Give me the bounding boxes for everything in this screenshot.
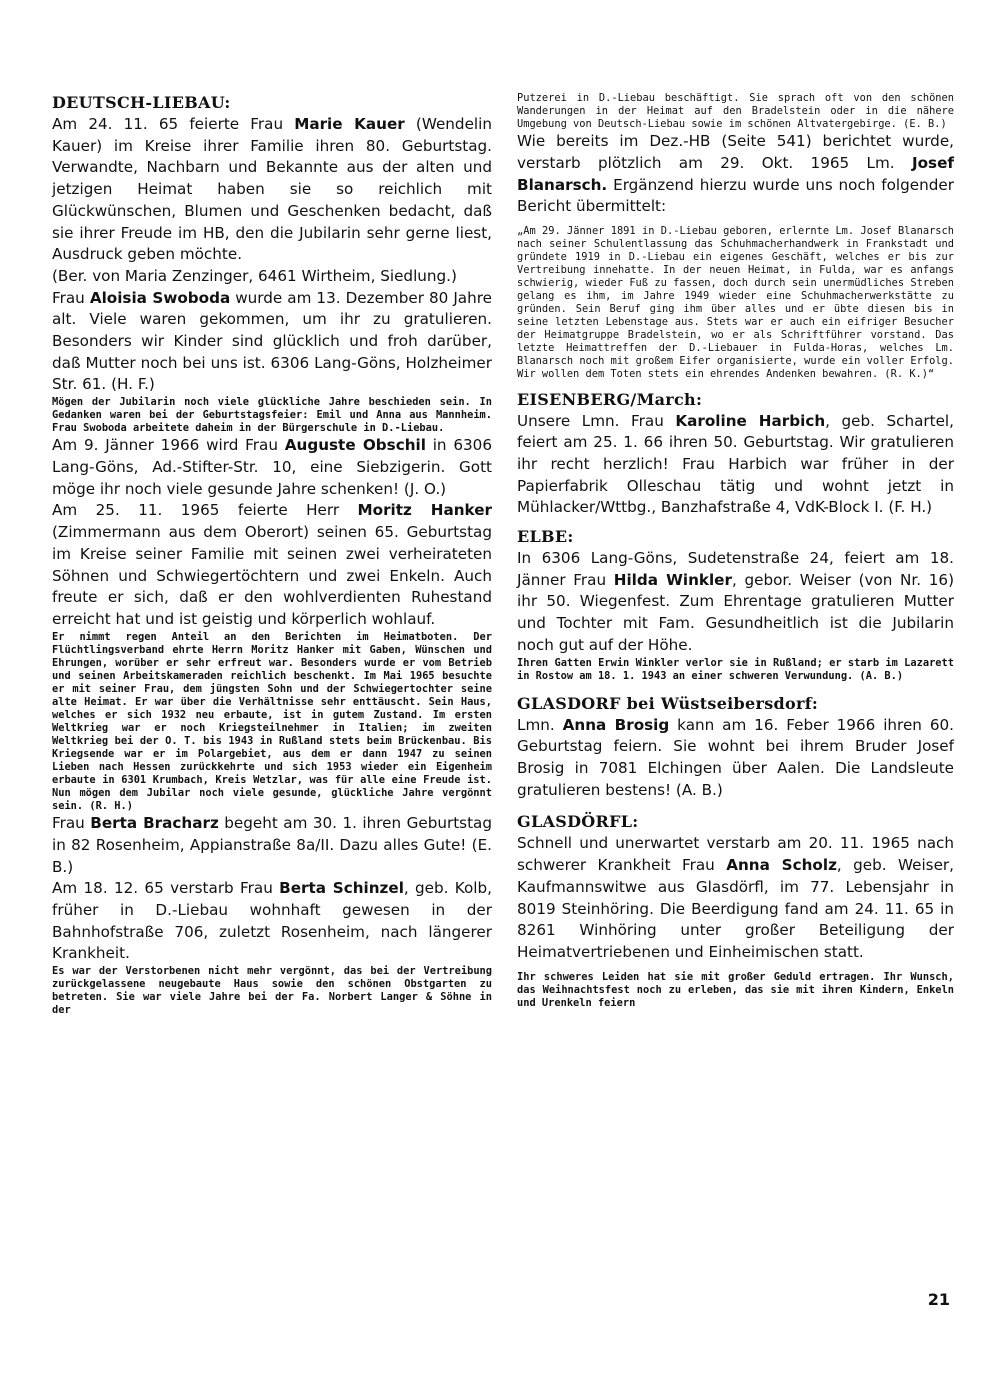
smallprint-hanker: Er nimmt regen Anteil an den Berichten im Heimatboten. Der Flüchtlingsverband ehrte Herrn Moritz Hanker mit Gaben, Wünschen und Ehrungen, worüber er sehr erfreut war. Besonders wurde er vom Betrieb und seinen Arbeitskameraden reichlich beschenkt. Im Mai 1965 besuchte er mit seiner Frau, dem jüngsten Sohn und der Schwiegertochter seine alte Heimat. Er war über die Verhältnisse sehr enttäuscht. Sein Haus, welches er sich 1932 neu erbaute, ist in gutem Zustand. Im ersten Weltkrieg war er noch Kriegsteilnehmer in Italien; im zweiten Weltkrieg bei der O. T. bis 1943 in Rußland stets beim Brückenbau. Bis Kriegsende war er im Polargebiet, aus dem er dann 1947 zu seinen Lieben nach Hessen zurückkehrte und sich 1953 wieder ein Eigenheim erbaute in 6301 Krumbach, Kreis Wetzlar, was für alle eine Freude ist. Nun mögen dem Jubilar noch viele gesunde, glückliche Jahre vergönnt sein. (R. H.) xyxy=(52,630,492,813)
paragraph-marie-kauer: Am 24. 11. 65 feierte Frau Marie Kauer (Wendelin Kauer) im Kreise ihrer Familie ihren 80. Geburtstag. Verwandte, Nachbarn und Bekannte aus der alten und jetzigen Heimat haben sie so reichlich mit Glückwünschen, Blumen und Geschenken bedacht, daß sie ihrer Freude im HB, den die Jubilarin sehr gerne liest, Ausdruck geben möchte. xyxy=(52,115,492,264)
name-anna-scholz: Anna Scholz xyxy=(726,856,837,875)
name-josef-blanarsch: Josef Blanarsch. xyxy=(517,153,954,194)
paragraph-hilda-winkler: In 6306 Lang-Göns, Sudetenstraße 24, feiert am 18. Jänner Frau Hilda Winkler, gebor. Weiser (von Nr. 16) ihr 50. Wiegenfest. Zum Ehrentage gratulieren Mutter und Tochter mit Fam. Gesundheitlich ist die Jubilarin noch gut auf der Höhe. xyxy=(517,549,954,654)
name-marie-kauer: Marie Kauer xyxy=(294,115,405,133)
smallprint-schinzel-continued: Putzerei in D.-Liebau beschäftigt. Sie sprach oft von den schönen Wanderungen in der Heimat auf den Bradelstein oder in die nähere Umgebung von Deutsch-Liebau sowie im schönen Altvatergebirge. (E. B.) xyxy=(517,92,954,131)
heading-elbe: ELBE: xyxy=(517,527,574,547)
paragraph-anna-scholz: Schnell und unerwartet verstarb am 20. 11. 1965 nach schwerer Krankheit Frau Anna Scholz, geb. Weiser, Kaufmannswitwe aus Glasdörfl, im 77. Lebensjahr in 8019 Steinhöring. Die Beerdigung fand am 24. 11. 65 in 8261 Winhöring unter großer Beteiligung der Heimatvertriebenen und Einheimischen statt. xyxy=(517,834,954,961)
paragraph-auguste-obschil: Am 9. Jänner 1966 wird Frau Auguste Obschil in 6306 Lang-Göns, Ad.-Stifter-Str. 10, eine Siebzigerin. Gott möge ihr noch viele gesunde Jahre schenken! (J. O.) xyxy=(52,436,493,498)
paragraph-anna-brosig: Lmn. Anna Brosig kann am 16. Feber 1966 ihren 60. Geburtstag feiern. Sie wohnt bei ihrem Bruder Josef Brosig in 7081 Elchingen über Aalen. Die Landsleute gratulieren bestens! (A. B.) xyxy=(517,715,954,799)
smallprint-blanarsch: „Am 29. Jänner 1891 in D.-Liebau geboren, erlernte Lm. Josef Blanarsch nach seiner Schulentlassung das Schuhmacherhandwerk in Frankstadt und gründete 1919 in D.-Liebau ein eigenes Geschäft, welches er bis zur Vertreibung innehatte. In der neuen Heimat, in Fulda, war es anfangs schwierig, wieder Fuß zu fassen, doch durch sein unermüdliches Streben gelang es ihm, im Jahre 1949 wieder eine Schuhmacherwerkstätte zu gründen. Sein Beruf ging ihm über alles und er übte diesen bis in seine letzten Lebenstage aus. Stets war er auch ein eifriger Besucher der Heimatgruppe Bradelstein, wo er als Schriftführer vorstand. Das letzte Heimattreffen der D.-Liebauer in Fulda-Horas, welches Lm. Blanarsch noch mit großem Eifer organisierte, wurde ein voller Erfolg. Wir wollen dem Toten stets ein ehrendes Andenken bewahren. (R. K.)“ xyxy=(517,224,954,381)
name-karoline-harbich: Karoline Harbich xyxy=(675,411,826,430)
paragraph-berta-bracharz: Frau Berta Bracharz begeht am 30. 1. ihren Geburtstag in 82 Rosenheim, Appianstraße 8a/II. Dazu alles Gute! (E. B.) xyxy=(52,814,492,876)
smallprint-scholz: Ihr schweres Leiden hat sie mit großer Geduld ertragen. Ihr Wunsch, das Weihnachtsfest noch zu erleben, das sie mit ihren Kindern, Enkeln und Urenkeln feiern xyxy=(517,970,954,1009)
page-number: 21 xyxy=(927,1290,950,1309)
paragraph-report-zenzinger: (Ber. von Maria Zenzinger, 6461 Wirtheim, Siedlung.) xyxy=(52,266,457,285)
smallprint-winkler: Ihren Gatten Erwin Winkler verlor sie in Rußland; er starb im Lazarett in Rostow am 18. 1. 1943 an einer schweren Verwundung. (A. B.) xyxy=(517,656,954,682)
heading-glasdoerfl: GLASDÖRFL: xyxy=(517,812,639,832)
heading-eisenberg: EISENBERG/March: xyxy=(517,389,703,409)
left-column xyxy=(52,92,492,1017)
name-berta-bracharz: Berta Bracharz xyxy=(90,814,219,833)
paragraph-karoline-harbich: Unsere Lmn. Frau Karoline Harbich, geb. Schartel, feiert am 25. 1. 66 ihren 50. Geburtstag. Wir gratulieren ihr recht herzlich! Frau Harbich war früher in der Papierfabrik Olleschau tätig und wohnt jetzt in Mühlacker/Wttbg., Banzhafstraße 4, VdK-Block I. (F. H.) xyxy=(517,411,954,517)
right-column xyxy=(517,92,954,1010)
paragraph-aloisia-swoboda: Frau Aloisia Swoboda wurde am 13. Dezember 80 Jahre alt. Viele waren gekommen, um ihr zu gratulieren. Besonders wir Kinder sind glücklich und froh darüber, daß Mutter noch bei uns ist. 6306 Lang-Göns, Holzheimer Str. 61. (H. F.) xyxy=(52,288,492,394)
smallprint-schinzel: Es war der Verstorbenen nicht mehr vergönnt, das bei der Vertreibung zurückgelassene neugebaute Haus sowie den schönen Obstgarten zu betreten. Sie war viele Jahre bei der Fa. Norbert Langer & Söhne in der xyxy=(52,965,492,1017)
heading-deutsch-liebau: DEUTSCH-LIEBAU: xyxy=(52,93,231,112)
heading-glasdorf: GLASDORF bei Wüstseibersdorf: xyxy=(517,693,819,713)
name-hilda-winkler: Hilda Winkler xyxy=(613,570,732,589)
name-auguste-obschil: Auguste Obschil xyxy=(284,436,426,455)
paragraph-josef-blanarsch: Wie bereits im Dez.-HB (Seite 541) berichtet wurde, verstarb plötzlich am 29. Okt. 1965 Lm. Josef Blanarsch. Ergänzend hierzu wurde uns noch folgender Bericht übermittelt: xyxy=(517,132,954,216)
name-aloisia-swoboda: Aloisia Swoboda xyxy=(89,288,231,307)
name-moritz-hanker: Moritz Hanker xyxy=(357,501,493,520)
paragraph-moritz-hanker: Am 25. 11. 1965 feierte Herr Moritz Hanker (Zimmermann aus dem Oberort) seinen 65. Geburtstag im Kreise seiner Familie mit seinen zwei verheirateten Söhnen und Schwiegertöchtern und zwei Enkeln. Auch freute er sich, daß er den wohlverdienten Ruhestand erreicht hat und ist geistig und körperlich wohlauf. xyxy=(52,501,493,628)
name-anna-brosig: Anna Brosig xyxy=(562,715,670,734)
paragraph-berta-schinzel: Am 18. 12. 65 verstarb Frau Berta Schinzel, geb. Kolb, früher in D.-Liebau wohnhaft gewesen in der Bahnhofstraße 706, zuletzt Rosenheim, nach längerer Krankheit. xyxy=(52,879,492,963)
smallprint-swoboda: Mögen der Jubilarin noch viele glückliche Jahre beschieden sein. In Gedanken waren bei der Geburtstagsfeier: Emil und Anna aus Mannheim. Frau Swoboda arbeitete daheim in der Bürgerschule in D.-Liebau. xyxy=(52,396,492,435)
name-berta-schinzel: Berta Schinzel xyxy=(279,879,404,898)
